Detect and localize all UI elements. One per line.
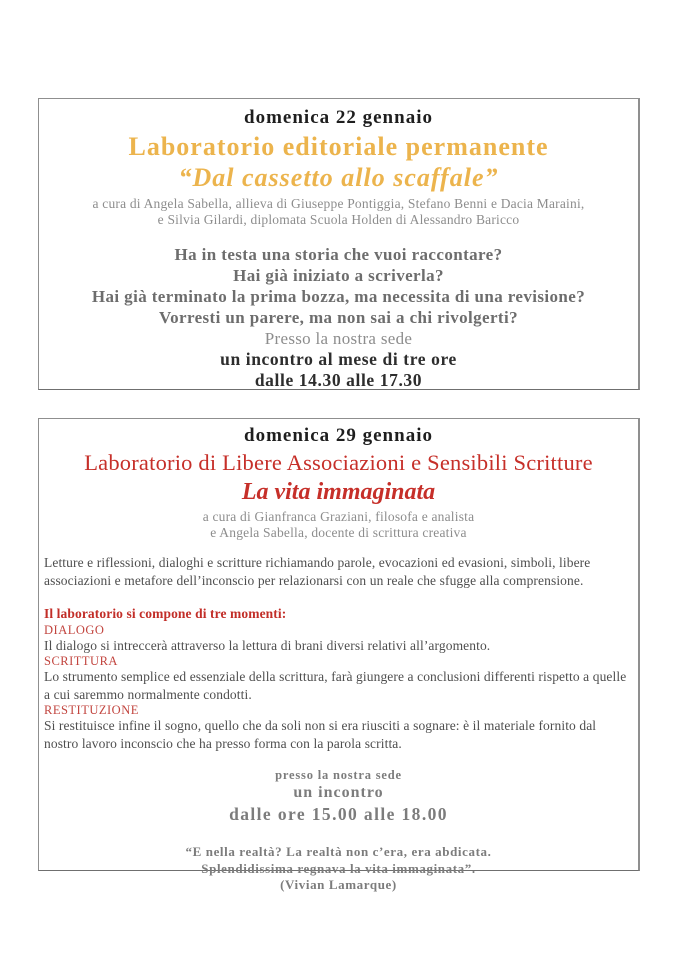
question-line: Hai già iniziato a scriverla? — [233, 266, 444, 285]
venue-line: presso la nostra sede — [275, 768, 402, 782]
question-line: Ha in testa una storia che vuoi raccontare? — [174, 245, 503, 264]
workshop-subtitle: “Dal cassetto allo scaffale” — [178, 163, 499, 192]
venue-line: Presso la nostra sede — [264, 329, 413, 348]
moments-heading: Il laboratorio si compone di tre momenti: — [44, 606, 287, 621]
questions-block — [39, 244, 638, 328]
schedule-line: un incontro al mese di tre ore — [220, 349, 457, 369]
moment-label: SCRITTURA — [44, 654, 118, 668]
curator-line: a cura di Angela Sabella, allieva di Giuseppe Pontiggia, Stefano Benni e Dacia Maraini, — [92, 196, 585, 211]
quote-attribution: (Vivian Lamarque) — [280, 877, 397, 892]
moment-label: RESTITUZIONE — [44, 703, 139, 717]
quote-block — [39, 844, 638, 894]
curator-line: e Silvia Gilardi, diplomata Scuola Holden di Alessandro Baricco — [157, 212, 520, 227]
schedule-line: dalle ore 15.00 alle 18.00 — [229, 804, 448, 824]
curator-line: a cura di Gianfranca Graziani, filosofa e analista — [202, 509, 475, 524]
quote-line: Splendidissima regnava la vita immaginata”. — [201, 860, 476, 876]
description-block — [39, 554, 638, 752]
moment-text: Il dialogo si intreccerà attraverso la lettura di brani diversi relativi all’argomento. — [44, 637, 491, 653]
workshop-title: Laboratorio di Libere Associazioni e Sensibili Scritture — [84, 450, 593, 475]
moment-label: DIALOGO — [44, 622, 105, 637]
moment-text: Si restituisce infine il sogno, quello che da soli non si era riusciti a sognare: è il materiale fornito dal nostro lavoro inconscio che ha presso forma con la parola scritta. — [44, 718, 597, 751]
curator-block — [39, 509, 638, 541]
flyer-card-scritture — [38, 418, 640, 892]
schedule-line: dalle 14.30 alle 17.30 — [254, 370, 423, 390]
date-heading: domenica 22 gennaio — [244, 107, 433, 128]
moment-text: Lo strumento semplice ed essenziale della scrittura, farà giungere a conclusioni differenti rispetto a quelle a cui saremmo normalmente condotti. — [44, 669, 627, 702]
workshop-title: Laboratorio editoriale permanente — [128, 132, 549, 161]
schedule-line: un incontro — [293, 784, 384, 801]
question-line: Hai già terminato la prima bozza, ma necessita di una revisione? — [91, 287, 586, 306]
schedule-block — [39, 767, 638, 825]
date-heading: domenica 29 gennaio — [244, 425, 433, 446]
question-line: Vorresti un parere, ma non sai a chi rivolgerti? — [158, 308, 519, 327]
curator-block — [39, 196, 638, 228]
intro-paragraph: Letture e riflessioni, dialoghi e scritture richiamando parole, evocazioni ed evasioni, simboli, libere associazioni e metafore dell’inconscio per relazionarsi con un reale che sfugge alla comprensione. — [44, 555, 591, 588]
workshop-subtitle: La vita immaginata — [241, 479, 436, 505]
curator-line: e Angela Sabella, docente di scrittura creativa — [210, 525, 467, 540]
quote-line: “E nella realtà? La realtà non c’era, era abdicata. — [185, 844, 492, 859]
flyer-card-editoriale — [38, 98, 640, 390]
